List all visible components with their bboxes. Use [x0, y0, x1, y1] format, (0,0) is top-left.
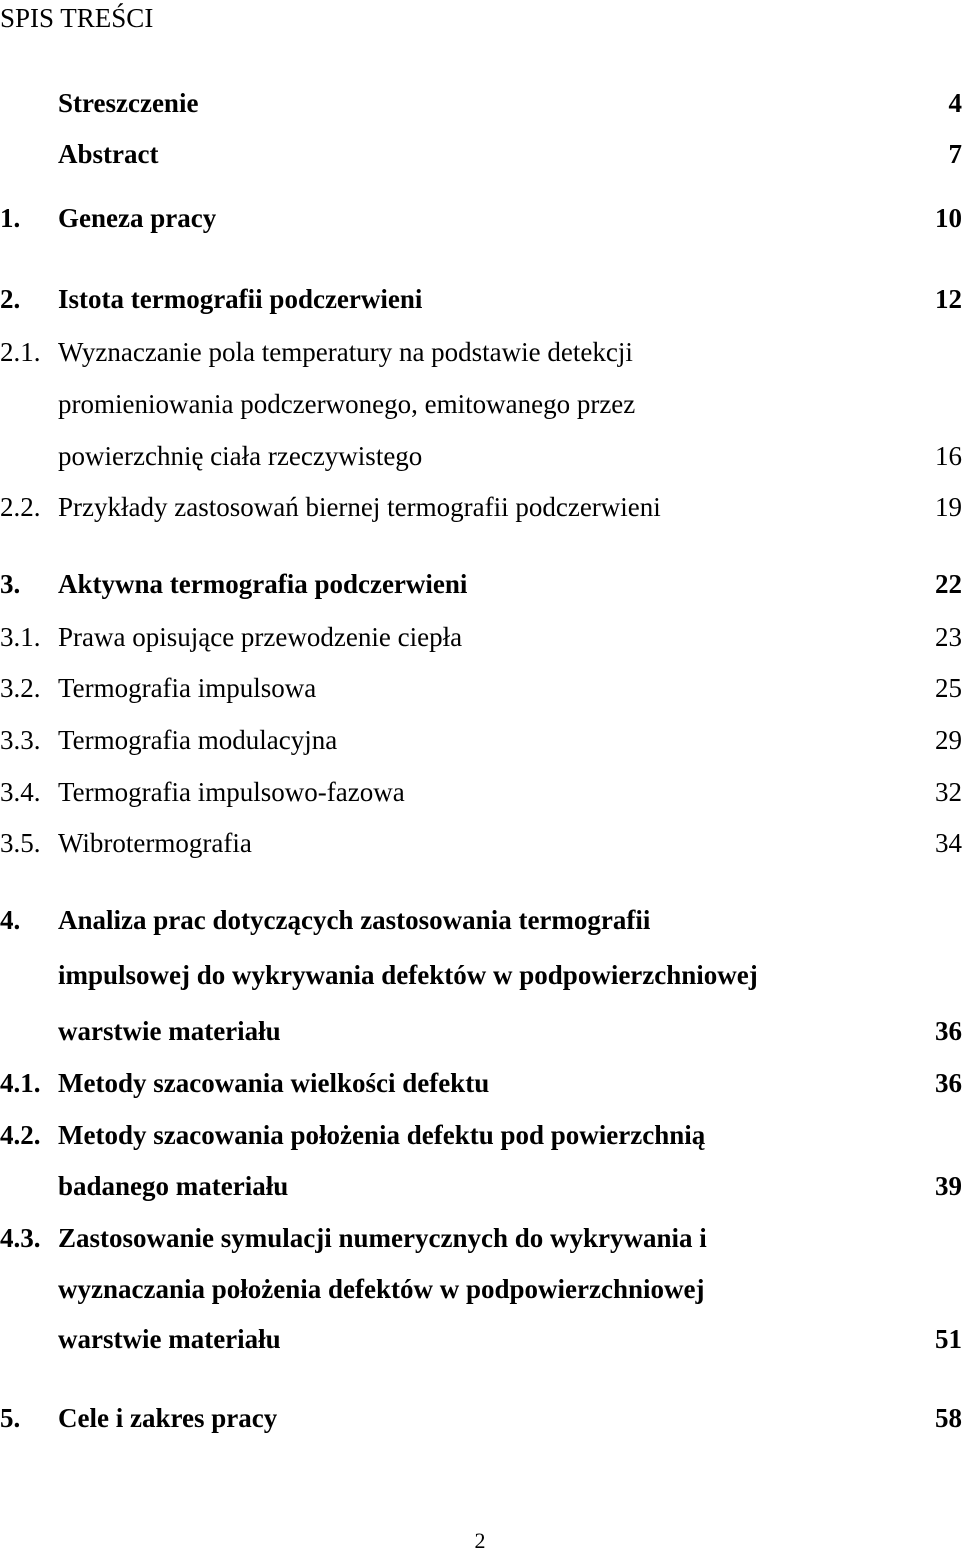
toc-entry-title: Cele i zakres pracy	[58, 1403, 278, 1433]
toc-entry[interactable]	[0, 198, 962, 238]
toc-entry-number: 5.	[0, 1403, 21, 1433]
toc-entry-title: impulsowej do wykrywania defektów w podpowierzchniowej	[58, 960, 758, 990]
toc-entry-number: 2.2.	[0, 492, 41, 522]
toc-entry-title: Wibrotermografia	[58, 828, 252, 858]
toc-entry[interactable]	[0, 384, 962, 424]
toc-entry-number: 2.	[0, 284, 21, 314]
toc-entry-page: 16	[935, 441, 962, 471]
toc-entry-title: Metody szacowania wielkości defektu	[58, 1068, 490, 1098]
toc-entry-title: Wyznaczanie pola temperatury na podstawie detekcji	[58, 337, 633, 367]
toc-entry-title: promieniowania podczerwonego, emitowanego przez	[58, 389, 636, 419]
toc-entry[interactable]	[0, 900, 962, 940]
toc-entry-title: wyznaczania położenia defektów w podpowierzchniowej	[58, 1274, 705, 1304]
toc-entry-number: 4.2.	[0, 1120, 41, 1150]
toc-entry[interactable]	[0, 487, 962, 527]
toc-entry-page: 36	[935, 1016, 962, 1046]
toc-entry-title: badanego materiału	[58, 1171, 289, 1201]
toc-entry-title: Termografia modulacyjna	[58, 725, 338, 755]
toc-entry-number: 3.1.	[0, 622, 41, 652]
toc-entry[interactable]	[0, 332, 962, 372]
toc-entry[interactable]	[0, 83, 962, 123]
toc-entry-title: Prawa opisujące przewodzenie ciepła	[58, 622, 463, 652]
toc-entry-title: Istota termografii podczerwieni	[58, 284, 423, 314]
toc-entry-title: warstwie materiału	[58, 1324, 281, 1354]
toc-entry[interactable]	[0, 564, 962, 604]
toc-entry-title: powierzchnię ciała rzeczywistego	[58, 441, 423, 471]
toc-entry-number: 1.	[0, 203, 21, 233]
toc-entry[interactable]	[0, 1319, 962, 1359]
toc-entry-page: 23	[935, 622, 962, 652]
toc-entry-title: Termografia impulsowa	[58, 673, 317, 703]
toc-entry[interactable]	[0, 772, 962, 812]
toc-entry-number: 3.2.	[0, 673, 41, 703]
toc-entry-title: Termografia impulsowo-fazowa	[58, 777, 405, 807]
toc-entry[interactable]	[0, 279, 962, 319]
toc-entry[interactable]	[0, 1269, 962, 1309]
toc-entry-title: Geneza pracy	[58, 203, 217, 233]
toc-entry[interactable]	[0, 1166, 962, 1206]
toc-entry-page: 7	[948, 139, 962, 169]
toc-entry[interactable]	[0, 955, 962, 995]
toc-entry-page: 39	[935, 1171, 962, 1201]
toc-entry-page: 29	[935, 725, 962, 755]
toc-entry-page: 12	[935, 284, 962, 314]
toc-entry[interactable]	[0, 668, 962, 708]
toc-entry[interactable]	[0, 1115, 962, 1155]
toc-entry[interactable]	[0, 823, 962, 863]
toc-entry[interactable]	[0, 1218, 962, 1258]
toc-entry-number: 2.1.	[0, 337, 41, 367]
toc-entry[interactable]	[0, 1063, 962, 1103]
toc-entry-page: 32	[935, 777, 962, 807]
toc-entry-page: 4	[948, 88, 962, 118]
toc-entry-title: Przykłady zastosowań biernej termografii podczerwieni	[58, 492, 661, 522]
toc-entry-number: 3.3.	[0, 725, 41, 755]
toc-entry-page: 25	[935, 673, 962, 703]
toc-entry-title: Streszczenie	[58, 88, 199, 118]
toc-entry-number: 4.	[0, 905, 21, 935]
toc-entry-title: warstwie materiału	[58, 1016, 281, 1046]
toc-entry[interactable]	[0, 1398, 962, 1438]
toc-entry-title: Metody szacowania położenia defektu pod powierzchnią	[58, 1120, 706, 1150]
toc-entry-number: 3.	[0, 569, 21, 599]
toc-entry-page: 51	[935, 1324, 962, 1354]
toc-entry-title: Abstract	[58, 139, 159, 169]
toc-entry[interactable]	[0, 436, 962, 476]
toc-entry-number: 4.1.	[0, 1068, 41, 1098]
toc-entry-page: 10	[935, 203, 962, 233]
toc-entry-page: 36	[935, 1068, 962, 1098]
toc-entry[interactable]	[0, 720, 962, 760]
toc-entry-number: 4.3.	[0, 1223, 41, 1253]
toc-entry-title: Analiza prac dotyczących zastosowania termografii	[58, 905, 651, 935]
toc-entry[interactable]	[0, 134, 962, 174]
toc-entry-page: 34	[935, 828, 962, 858]
toc-heading: SPIS TREŚCI	[0, 3, 154, 33]
toc-entry[interactable]	[0, 617, 962, 657]
toc-entry-title: Aktywna termografia podczerwieni	[58, 569, 468, 599]
toc-entry-page: 19	[935, 492, 962, 522]
page-number: 2	[474, 1528, 486, 1553]
toc-entry-page: 22	[935, 569, 962, 599]
toc-entry-number: 3.4.	[0, 777, 41, 807]
toc-entry-page: 58	[935, 1403, 962, 1433]
toc-entry[interactable]	[0, 1011, 962, 1051]
toc-entry-title: Zastosowanie symulacji numerycznych do wykrywania i	[58, 1223, 707, 1253]
toc-entry-number: 3.5.	[0, 828, 41, 858]
